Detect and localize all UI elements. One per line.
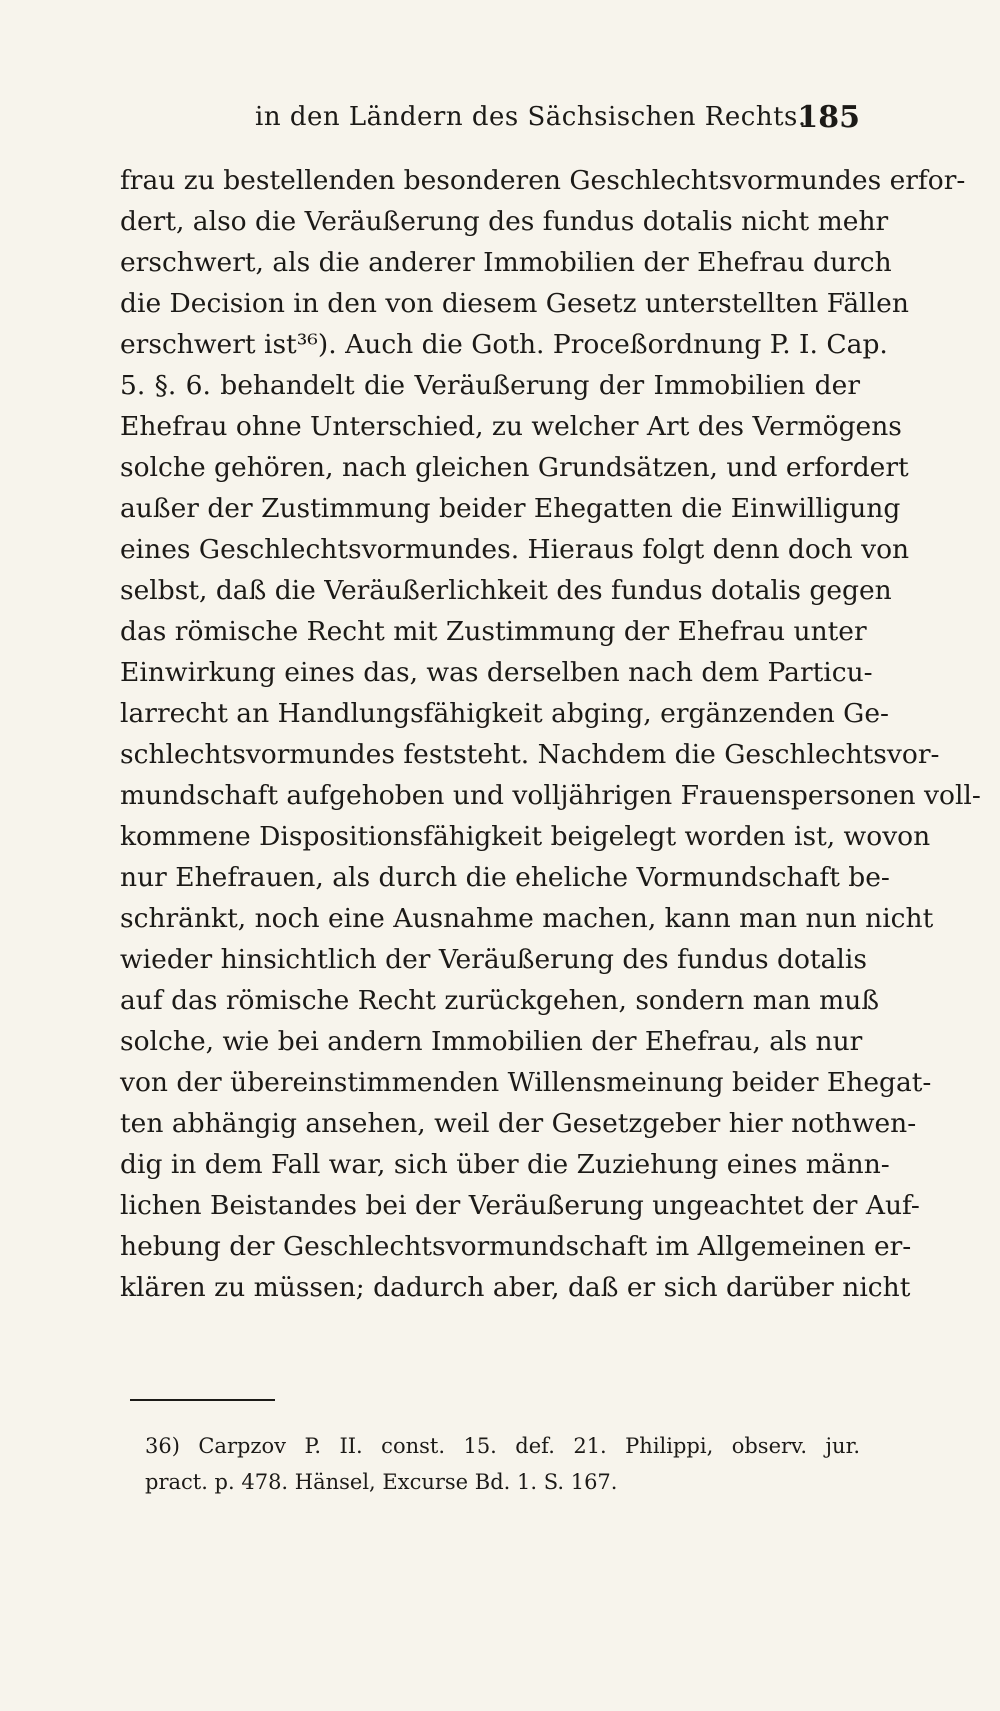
text-line: wieder hinsichtlich der Veräußerung des fundus dotalis bbox=[120, 944, 867, 975]
text-line: frau zu bestellenden besonderen Geschlechtsvormundes erfor- bbox=[120, 165, 966, 196]
text-line: hebung der Geschlechtsvormundschaft im Allgemeinen er- bbox=[120, 1231, 912, 1262]
text-line: eines Geschlechtsvormundes. Hieraus folgt denn doch von bbox=[120, 534, 910, 565]
text-line: lichen Beistandes bei der Veräußerung ungeachtet der Auf- bbox=[120, 1190, 920, 1221]
text-line: solche gehören, nach gleichen Grundsätzen, und erfordert bbox=[120, 452, 909, 483]
text-line: 5. §. 6. behandelt die Veräußerung der Immobilien der bbox=[120, 370, 860, 401]
text-line: auf das römische Recht zurückgehen, sondern man muß bbox=[120, 985, 880, 1016]
text-line: das römische Recht mit Zustimmung der Ehefrau unter bbox=[120, 616, 867, 647]
text-line: dig in dem Fall war, sich über die Zuziehung eines männ- bbox=[120, 1149, 890, 1180]
text-line: Ehefrau ohne Unterschied, zu welcher Art des Vermögens bbox=[120, 411, 902, 442]
text-line: selbst, daß die Veräußerlichkeit des fundus dotalis gegen bbox=[120, 575, 892, 606]
text-line: ten abhängig ansehen, weil der Gesetzgeber hier nothwen- bbox=[120, 1108, 917, 1139]
page-number: 185 bbox=[797, 100, 860, 135]
text-line: erschwert ist³⁶). Auch die Goth. Proceßordnung P. I. Cap. bbox=[120, 329, 888, 360]
text-line: schränkt, noch eine Ausnahme machen, kann man nun nicht bbox=[120, 903, 934, 934]
text-line: klären zu müssen; dadurch aber, daß er sich darüber nicht bbox=[120, 1272, 911, 1303]
text-line: erschwert, als die anderer Immobilien der Ehefrau durch bbox=[120, 247, 892, 278]
text-line: kommene Dispositionsfähigkeit beigelegt worden ist, wovon bbox=[120, 821, 931, 852]
text-line: schlechtsvormundes feststeht. Nachdem die Geschlechtsvor- bbox=[120, 739, 940, 770]
footnote bbox=[145, 1428, 860, 1500]
text-line: nur Ehefrauen, als durch die eheliche Vormundschaft be- bbox=[120, 862, 890, 893]
text-line: solche, wie bei andern Immobilien der Ehefrau, als nur bbox=[120, 1026, 863, 1057]
page-header bbox=[120, 100, 860, 140]
footnote-line: 36) Carpzov P. II. const. 15. def. 21. Philippi, observ. jur. bbox=[145, 1434, 860, 1458]
body-text bbox=[120, 160, 981, 1308]
text-line: von der übereinstimmenden Willensmeinung beider Ehegat- bbox=[120, 1067, 932, 1098]
text-line: außer der Zustimmung beider Ehegatten die Einwilligung bbox=[120, 493, 901, 524]
text-line: mundschaft aufgehoben und volljährigen Frauenspersonen voll- bbox=[120, 780, 981, 811]
text-line: larrecht an Handlungsfähigkeit abging, ergänzenden Ge- bbox=[120, 698, 889, 729]
text-line: die Decision in den von diesem Gesetz unterstellten Fällen bbox=[120, 288, 909, 319]
running-head: in den Ländern des Sächsischen Rechts. bbox=[255, 102, 807, 132]
text-line: dert, also die Veräußerung des fundus dotalis nicht mehr bbox=[120, 206, 889, 237]
footnote-line: pract. p. 478. Hänsel, Excurse Bd. 1. S. 167. bbox=[145, 1470, 618, 1494]
footnote-separator bbox=[130, 1399, 275, 1401]
text-line: Einwirkung eines das, was derselben nach dem Particu- bbox=[120, 657, 873, 688]
